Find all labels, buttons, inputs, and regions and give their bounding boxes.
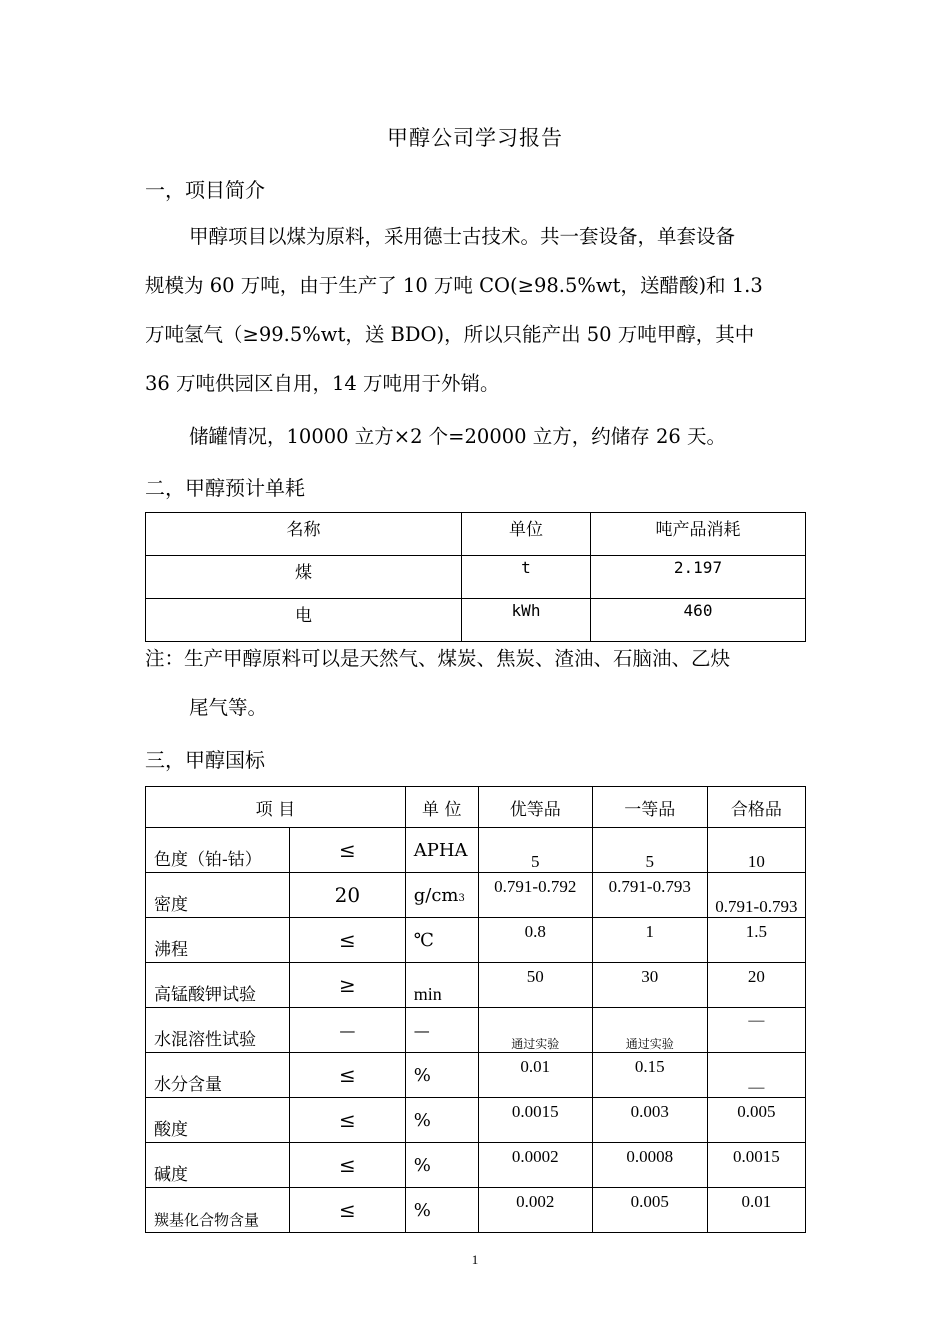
table-header-row [146,787,806,828]
section3-heading: 三，甲醇国标 [145,748,265,772]
unit: ℃ [405,918,478,963]
table-row [146,1188,806,1233]
comparator: ≥ [290,963,406,1008]
section1-paragraph [145,212,807,408]
table-cell: kWh [462,599,591,642]
item-name: 水混溶性试验 [146,1008,290,1053]
unit: % [405,1053,478,1098]
unit: % [405,1188,478,1233]
item-name: 色度（铂-钴） [146,828,290,873]
comparator: ≤ [290,1143,406,1188]
table-header-cell: 吨产品消耗 [591,513,806,556]
unit: — [405,1008,478,1053]
comparator: ≤ [290,1053,406,1098]
note-line: 尾气等。 [189,696,268,719]
table-header-cell: 合格品 [707,787,805,828]
page-number: 1 [471,1252,479,1267]
document-title: 甲醇公司学习报告 [387,126,563,150]
table-row [146,1053,806,1098]
grade3-value: 20 [707,963,805,1008]
table-row [146,873,806,918]
grade2-value: 0.005 [592,1188,707,1233]
item-name: 水分含量 [146,1053,290,1098]
table-header-row [146,513,806,556]
grade2-value: 0.791-0.793 [592,873,707,918]
table-header-cell: 单 位 [405,787,478,828]
table-row [146,828,806,873]
grade3-value: — [707,1008,805,1053]
table-cell: t [462,556,591,599]
comparator: ≤ [290,828,406,873]
item-name: 羰基化合物含量 [146,1188,290,1233]
table-row [146,963,806,1008]
item-name: 酸度 [146,1098,290,1143]
comparator: 20 [290,873,406,918]
table-cell: 2.197 [591,556,806,599]
comparator: ≤ [290,1188,406,1233]
grade1-value: 0.002 [478,1188,592,1233]
grade1-value: 0.0015 [478,1098,592,1143]
storage-paragraph [145,412,807,461]
table-row [146,1143,806,1188]
grade1-value: 通过实验 [478,1008,592,1053]
table-header-cell: 一等品 [592,787,707,828]
note-line: 注：生产甲醇原料可以是天然气、煤炭、焦炭、渣油、石脑油、乙炔 [145,647,731,670]
grade2-value: 通过实验 [592,1008,707,1053]
table-row [146,918,806,963]
table-cell: 电 [146,599,462,642]
section2-heading: 二，甲醇预计单耗 [145,476,305,500]
unit: min [405,963,478,1008]
consumption-table [145,512,806,642]
grade1-value: 0.0002 [478,1143,592,1188]
comparator: — [290,1008,406,1053]
table-header-cell: 单位 [462,513,591,556]
unit: % [405,1143,478,1188]
item-name: 密度 [146,873,290,918]
section1-heading: 一，项目简介 [145,178,265,202]
grade3-value: 1.5 [707,918,805,963]
grade1-value: 0.791-0.792 [478,873,592,918]
item-name: 碱度 [146,1143,290,1188]
grade2-value: 30 [592,963,707,1008]
grade2-value: 5 [592,828,707,873]
note-paragraph [145,634,807,732]
grade1-value: 0.01 [478,1053,592,1098]
table-row [146,556,806,599]
unit-subscript: 3 [458,892,465,904]
grade2-value: 0.003 [592,1098,707,1143]
unit [405,873,478,918]
paragraph-line: 36 万吨供园区自用，14 万吨用于外销。 [145,372,500,395]
grade3-value: 0.791-0.793 [707,873,805,918]
grade3-value: 10 [707,828,805,873]
paragraph-line: 规模为 60 万吨，由于生产了 10 万吨 CO(≥98.5%wt，送醋酸)和 1.3 [145,274,763,297]
unit-text: g/cm [413,884,459,906]
standard-table [145,786,806,1233]
grade1-value: 5 [478,828,592,873]
comparator: ≤ [290,918,406,963]
table-cell: 煤 [146,556,462,599]
grade2-value: 0.15 [592,1053,707,1098]
table-header-cell: 名称 [146,513,462,556]
grade2-value: 0.0008 [592,1143,707,1188]
table-header-cell: 项 目 [146,787,406,828]
table-cell: 460 [591,599,806,642]
grade3-value: 0.005 [707,1098,805,1143]
paragraph-line: 万吨氢气（≥99.5%wt，送 BDO)，所以只能产出 50 万吨甲醇，其中 [145,323,755,346]
item-name: 高锰酸钾试验 [146,963,290,1008]
unit: APHA [405,828,478,873]
item-name: 沸程 [146,918,290,963]
paragraph-line: 甲醇项目以煤为原料，采用德士古技术。共一套设备，单套设备 [189,225,736,248]
grade1-value: 50 [478,963,592,1008]
paragraph-line: 储罐情况，10000 立方×2 个=20000 立方，约储存 26 天。 [189,425,726,448]
table-row [146,1008,806,1053]
table-row [146,1098,806,1143]
unit: % [405,1098,478,1143]
grade3-value: — [707,1053,805,1098]
grade1-value: 0.8 [478,918,592,963]
grade3-value: 0.0015 [707,1143,805,1188]
table-header-cell: 优等品 [478,787,592,828]
grade2-value: 1 [592,918,707,963]
grade3-value: 0.01 [707,1188,805,1233]
comparator: ≤ [290,1098,406,1143]
